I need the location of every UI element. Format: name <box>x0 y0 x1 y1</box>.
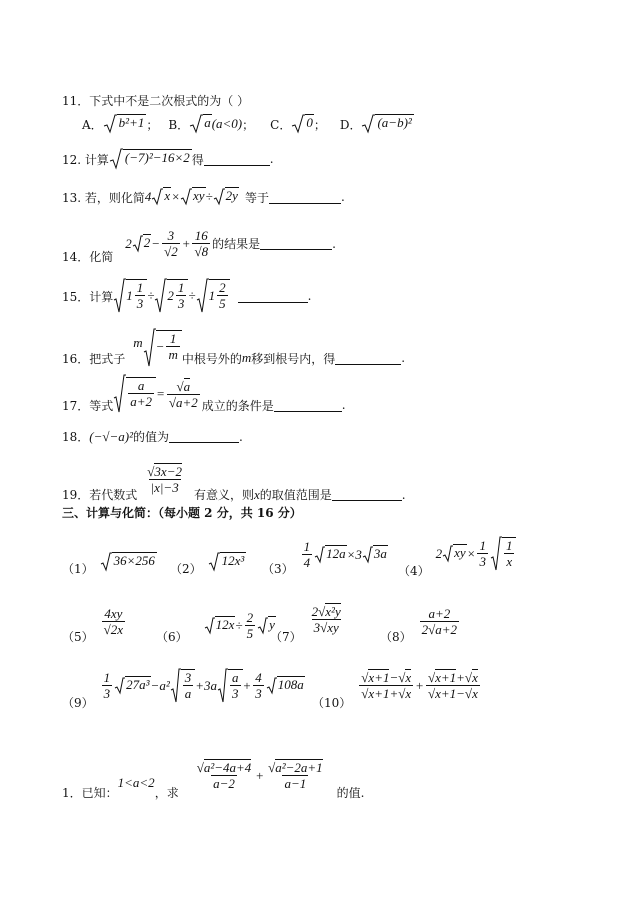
q18-post: 的值为 <box>133 430 170 444</box>
q12-post: 得 <box>191 152 204 167</box>
q16-post2: 移到根号内，得 <box>251 351 336 366</box>
radical-sign-icon <box>314 546 325 564</box>
problem-5-den: √2x <box>103 622 124 637</box>
problem-7-num-root: x²y <box>325 604 341 619</box>
question-17 <box>62 374 346 414</box>
radical-sign-icon <box>113 374 126 414</box>
radical-sign-icon <box>490 536 502 572</box>
problem-4-den: 3 <box>479 554 486 569</box>
answer-blank[interactable] <box>332 488 402 501</box>
problem-9-frac-1 <box>102 670 113 701</box>
answer-blank[interactable] <box>204 153 270 166</box>
q16-minus: − <box>155 338 165 354</box>
problem-6-root-2: y <box>269 616 275 632</box>
q17-num-1: a <box>137 378 145 393</box>
problem-10-frac-1-den: √x+1+√x <box>361 686 412 701</box>
problem-8-frac <box>420 606 459 637</box>
problem-9-t1-den: 3 <box>103 686 111 701</box>
q15-root-1 <box>126 279 147 311</box>
final-post: 的值. <box>336 786 365 800</box>
q15-frac-1 <box>135 280 146 311</box>
problem-10-frac-2-num: √x+1+√x <box>427 670 478 685</box>
question-13 <box>62 188 345 206</box>
q13-end: . <box>340 190 345 204</box>
section-heading <box>62 504 302 521</box>
problem-4-rden: x <box>506 553 513 569</box>
problem-4-op: × <box>466 545 476 561</box>
problem-4-root-frac <box>502 537 517 569</box>
q14-minus: − <box>151 235 161 251</box>
problem-9 <box>62 660 305 711</box>
problem-number: （8） <box>380 630 412 644</box>
q15-label: 15．计算 <box>62 289 114 304</box>
option-c-sep: ； <box>313 117 326 132</box>
problem-1-expr: 36×256 <box>113 552 155 568</box>
question-18 <box>62 428 243 445</box>
problem-4-frac <box>477 538 488 569</box>
q19-x: x <box>253 486 260 502</box>
problem-3-op: ×3 <box>346 546 362 562</box>
problem-number: （9） <box>62 696 94 710</box>
problem-4-rnum: 1 <box>505 537 513 553</box>
option-d-expr: (a−b)² <box>377 115 412 130</box>
q14-end: . <box>332 236 336 251</box>
radical-sign-icon <box>151 188 163 206</box>
q15-op-2: ÷ <box>188 288 196 303</box>
problem-10-frac-1 <box>359 670 413 701</box>
q14-post: 的结果是 <box>212 237 261 251</box>
radical-sign-icon <box>100 552 112 572</box>
problem-10-b2: x <box>405 686 412 701</box>
problem-6-num: 2 <box>246 610 254 625</box>
q14-frac-1 <box>162 228 180 259</box>
radical-sign-icon <box>208 552 220 572</box>
problem-7-den: 3√xy <box>313 620 339 635</box>
q19-frac <box>145 464 184 495</box>
q17-den-2: √a+2 <box>168 394 198 410</box>
problem-3-num: 1 <box>303 539 311 554</box>
problem-7-num-coef: 2 <box>311 604 319 619</box>
problem-10-c1: x+1 <box>435 670 457 685</box>
problem-4-inner-frac <box>504 538 515 569</box>
q14-num-1: 3 <box>167 228 175 243</box>
radical-sign-icon <box>132 235 143 253</box>
q12-end: . <box>269 152 274 166</box>
problem-number: （2） <box>170 562 202 576</box>
answer-blank[interactable] <box>260 237 332 250</box>
q18-expr: (−√−a)² <box>89 428 134 444</box>
final-label: 1．已知： <box>62 786 118 800</box>
q14-coef: 2 <box>125 235 132 251</box>
option-b-cond: (a<0) <box>211 116 243 131</box>
problem-10-a2: x <box>405 670 412 685</box>
problem-9-t1-root: 27a³ <box>126 676 150 692</box>
problem-7-frac <box>310 604 343 635</box>
q13-expr2: xy <box>192 188 205 203</box>
problem-4-root: xy <box>454 544 466 560</box>
q14-den-2-val: 8 <box>201 244 209 259</box>
q17-frac-1 <box>128 378 154 409</box>
radical-sign-icon <box>361 114 375 134</box>
problem-2-expr: 12x³ <box>221 552 245 568</box>
problem-9-root-3 <box>228 669 243 701</box>
problem-10-d-op: − <box>456 686 465 701</box>
q19-end: . <box>401 487 406 502</box>
radical-sign-icon <box>204 617 215 635</box>
problem-number: （7） <box>270 630 302 644</box>
problem-10-frac-2-den: √x+1−√x <box>427 686 478 701</box>
q17-post: 成立的条件是 <box>201 398 274 413</box>
q14-den-1: √2 <box>164 244 178 259</box>
q12-label: 12. 计算 <box>62 152 109 167</box>
q16-end: . <box>401 351 406 365</box>
q12-expr: (−7)²−16×2 <box>124 149 190 165</box>
radical-sign-icon <box>257 617 268 635</box>
radical-sign-icon <box>114 677 125 695</box>
answer-blank[interactable] <box>238 290 308 303</box>
problem-6-frac <box>245 610 256 641</box>
problem-9-t4-den: 3 <box>255 686 262 701</box>
q17-den-1: a+2 <box>130 394 153 409</box>
final-question <box>62 750 365 801</box>
radical-sign-icon <box>189 114 203 134</box>
problem-7-den-coef: 3 <box>313 620 321 635</box>
answer-blank[interactable] <box>269 191 341 204</box>
problem-3-den: 4 <box>303 555 311 570</box>
q19-num-val: 3x−2 <box>154 464 182 479</box>
q13-label: 13. 若，则化简 <box>62 190 145 205</box>
q16-den: m <box>168 347 178 362</box>
final-condition: 1<a<2 <box>117 774 155 790</box>
problem-9-frac-4 <box>253 670 264 701</box>
q16-root <box>156 330 182 362</box>
q13-expr3: 2y <box>225 188 238 203</box>
q16-m2: m <box>241 350 252 365</box>
q15-num-3: 2 <box>219 280 226 295</box>
q14-num-2: 16 <box>194 228 208 243</box>
q14-den-2: √8 <box>194 244 209 259</box>
radical-sign-icon <box>154 278 167 314</box>
problem-9-frac-2 <box>183 670 194 701</box>
radical-sign-icon <box>180 188 192 206</box>
q14-plus: + <box>181 235 191 251</box>
problem-6-op: ÷ <box>235 617 243 633</box>
answer-blank[interactable] <box>335 352 401 365</box>
q19-post1: 有意义，则 <box>193 488 254 502</box>
answer-blank[interactable] <box>274 399 342 412</box>
option-a-label: A． <box>82 117 103 132</box>
problem-8-den-coef: 2 <box>421 622 429 637</box>
problem-7 <box>270 594 345 645</box>
problem-number: （6） <box>156 630 188 644</box>
q13-post: 等于 <box>244 190 269 205</box>
problem-9-t3-den: 3 <box>232 685 239 701</box>
problem-9-t2-num: 3 <box>184 669 192 685</box>
q16-m: m <box>133 335 143 350</box>
option-a-sep: ； <box>146 117 159 132</box>
problem-8-den: 2√a+2 <box>421 622 458 637</box>
problem-4-num: 1 <box>479 538 486 553</box>
problem-9-t4-num: 4 <box>255 670 262 685</box>
problem-number: （3） <box>262 562 294 576</box>
q15-whole-2: 2 <box>167 287 174 303</box>
q15-op-1: ÷ <box>147 288 155 303</box>
problem-3-root-1: 12a <box>326 545 346 561</box>
radical-sign-icon <box>362 546 373 564</box>
q15-frac-3 <box>217 280 228 311</box>
radical-sign-icon <box>103 114 117 134</box>
q17-label: 17．等式 <box>62 398 114 413</box>
option-d-label: D． <box>339 117 362 132</box>
q11-stem-text: 11．下式中不是二次根式的为（ ） <box>62 94 250 108</box>
problem-number: （1） <box>62 562 94 576</box>
problem-5-num: 4xy <box>104 606 123 621</box>
problem-8-den-root: a+2 <box>435 622 458 637</box>
problem-7-den-root: xy <box>327 620 339 635</box>
q19-den: |x|−3 <box>150 480 179 495</box>
q17-num-2-val: a <box>183 378 191 394</box>
problem-5-frac <box>102 606 125 637</box>
q15-root-3 <box>209 279 230 311</box>
question-14 <box>62 222 336 265</box>
problem-9-plus: + <box>242 677 252 693</box>
problem-10-d2: x <box>472 686 478 701</box>
option-b-expr: a <box>204 115 211 130</box>
q15-frac-2 <box>176 280 187 311</box>
problem-10-d1: x+1 <box>435 686 457 701</box>
q15-whole-1: 1 <box>126 287 133 303</box>
problem-9-t1-num: 1 <box>103 670 111 685</box>
problem-6-den: 5 <box>246 626 254 641</box>
final-num-1: √a²−4a+4 <box>196 760 252 775</box>
q16-post1: 中根号外的 <box>181 351 242 366</box>
final-den-2: a−1 <box>284 776 307 791</box>
option-c-expr: 0 <box>306 115 313 130</box>
q17-frac-2 <box>167 379 200 410</box>
option-a-expr: b²+1 <box>118 115 145 130</box>
problem-10-c-op: + <box>456 670 465 685</box>
radical-sign-icon <box>291 114 305 134</box>
problem-number: （10） <box>312 696 352 710</box>
final-plus: + <box>255 767 265 783</box>
problem-5 <box>62 598 127 645</box>
problem-9-t4-root: 108a <box>277 676 304 692</box>
q15-root-2 <box>167 279 188 311</box>
q17-eq: = <box>156 386 165 401</box>
q17-den-2-val: a+2 <box>175 394 198 410</box>
final-num-2-val: a²−2a+1 <box>275 760 323 775</box>
problem-10-plus: + <box>415 677 424 693</box>
q19-post2: 的取值范围是 <box>259 488 332 502</box>
problem-3-root-2: 3a <box>373 545 387 561</box>
final-den-1: a−2 <box>213 776 235 791</box>
final-frac-1 <box>195 760 254 791</box>
option-c-label: C． <box>270 117 292 132</box>
final-num-2: √a²−2a+1 <box>268 760 323 775</box>
q15-den-3: 5 <box>219 296 226 311</box>
q19-num: √3x−2 <box>147 464 182 479</box>
q18-label: 18． <box>62 430 90 444</box>
problem-3-frac <box>302 539 313 570</box>
problem-7-num: 2√x²y <box>311 604 341 619</box>
radical-sign-icon <box>442 545 453 563</box>
radical-sign-icon <box>113 278 126 314</box>
problem-10-p1: + <box>389 686 399 701</box>
problem-10-b1: x+1 <box>368 686 390 701</box>
question-16 <box>62 328 405 368</box>
q17-root-1 <box>126 377 156 409</box>
q15-den-1: 3 <box>136 296 144 311</box>
problem-9-t3-num: a <box>232 669 239 685</box>
q15-whole-3: 1 <box>208 287 216 303</box>
problem-5-den-val: 2x <box>110 622 124 637</box>
problem-6 <box>156 606 276 645</box>
q19-label: 19．若代数式 <box>62 488 138 502</box>
section-title: 三、计算与化简：（每小题 2 分，共 16 分） <box>62 506 302 520</box>
q13-expr1: x <box>164 188 171 203</box>
radical-sign-icon <box>109 148 123 170</box>
radical-sign-icon <box>170 668 181 704</box>
question-11-stem <box>62 92 249 109</box>
q17-end: . <box>341 398 346 412</box>
problem-9-frac-3 <box>230 670 241 701</box>
answer-blank[interactable] <box>169 430 239 443</box>
problem-8 <box>380 598 461 645</box>
problem-10 <box>312 660 482 711</box>
q13-op1: × <box>171 189 180 204</box>
problem-number: （5） <box>62 630 94 644</box>
problem-3 <box>262 532 388 577</box>
problem-8-num: a+2 <box>428 606 451 621</box>
final-sep: ，求 <box>154 786 179 800</box>
q14-root: 2 <box>143 234 151 250</box>
q15-den-2: 3 <box>177 296 185 311</box>
question-19 <box>62 456 406 503</box>
final-frac-2 <box>266 760 325 791</box>
problem-9-t2-den: a <box>184 685 192 701</box>
radical-sign-icon <box>196 278 209 314</box>
q14-frac-2 <box>192 228 210 259</box>
radical-sign-icon <box>217 668 228 704</box>
problem-4 <box>398 528 516 579</box>
q16-label: 16．把式子 <box>62 351 126 366</box>
problem-10-frac-1-num: √x+1−√x <box>361 670 412 685</box>
problem-number: （4） <box>398 564 430 578</box>
problem-2 <box>170 546 246 577</box>
q16-num: 1 <box>169 331 177 346</box>
q13-coef: 4 <box>144 189 152 204</box>
radical-sign-icon <box>266 677 277 695</box>
q15-num-1: 1 <box>136 280 144 295</box>
problem-4-coef: 2 <box>435 545 443 561</box>
q16-frac <box>166 331 179 362</box>
q14-den-1-val: 2 <box>171 244 178 259</box>
problem-9-minus-term: −a² <box>150 677 170 693</box>
question-11-options <box>82 114 414 134</box>
problem-6-root-1: 12x <box>215 616 235 632</box>
problem-10-m1: − <box>389 670 399 685</box>
question-12 <box>62 148 274 170</box>
radical-sign-icon <box>143 328 156 368</box>
question-15 <box>62 278 311 314</box>
problem-10-c2: x <box>472 670 478 685</box>
option-b-sep: ； <box>242 117 255 132</box>
final-num-1-val: a²−4a+4 <box>203 760 252 775</box>
option-b-label: B． <box>168 117 190 132</box>
q18-end: . <box>239 429 243 444</box>
problem-9-root-2 <box>181 669 196 701</box>
problem-9-plus-term: +3a <box>195 677 217 693</box>
q15-end: . <box>307 289 312 303</box>
q13-op2: ÷ <box>205 189 213 204</box>
problem-10-frac-2 <box>426 670 480 701</box>
radical-sign-icon <box>213 188 225 206</box>
problem-1 <box>62 546 157 577</box>
q14-label: 14．化简 <box>62 250 114 264</box>
q15-num-2: 1 <box>177 280 185 295</box>
problem-10-a1: x+1 <box>368 670 390 685</box>
q17-num-2: √a <box>176 378 191 394</box>
